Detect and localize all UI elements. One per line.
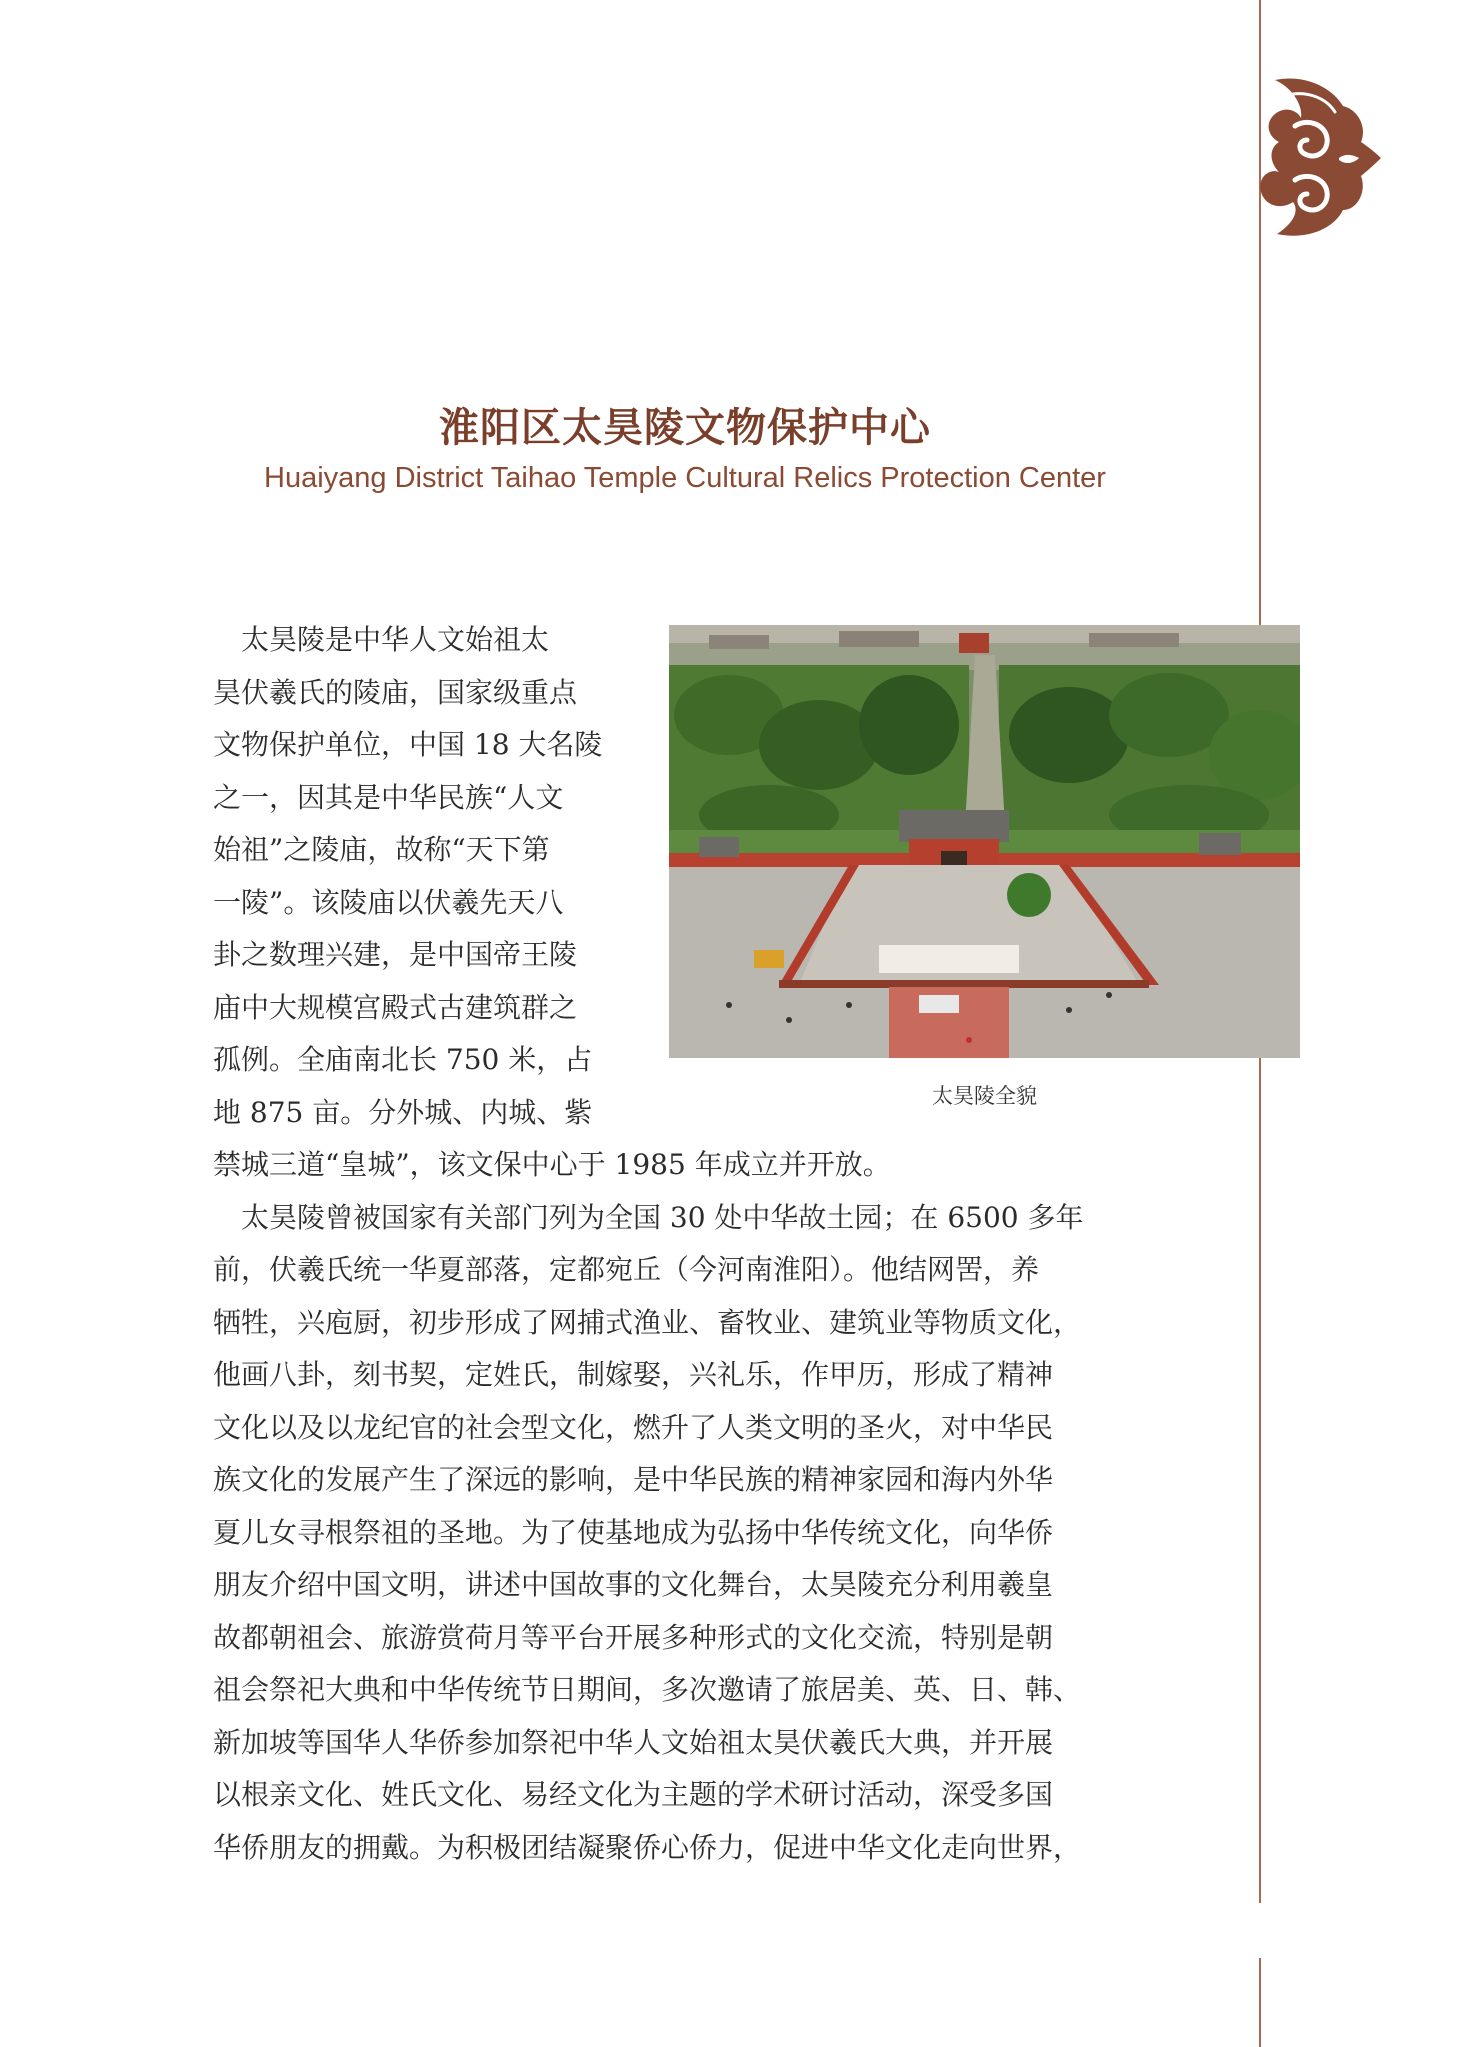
- body-text-line: 地 875 亩。分外城、内城、紫: [213, 1096, 593, 1129]
- body-text-line: 一陵”。该陵庙以伏羲先天八: [213, 886, 564, 919]
- taihao-temple-aerial-photo: [669, 625, 1300, 1058]
- body-text-line: 之一，因其是中华民族“人文: [213, 781, 564, 814]
- body-text-line: 孤例。全庙南北长 750 米，占: [213, 1043, 593, 1076]
- body-text-line: 祖会祭祀大典和中华传统节日期间，多次邀请了旅居美、英、日、韩、: [213, 1673, 1082, 1706]
- page-subtitle-english: Huaiyang District Taihao Temple Cultural Relics Protection Center: [264, 462, 1106, 494]
- body-text-line: 夏儿女寻根祭祖的圣地。为了使基地成为弘扬中华传统文化，向华侨: [213, 1516, 1054, 1549]
- body-text-line: 以根亲文化、姓氏文化、易经文化为主题的学术研讨活动，深受多国: [213, 1778, 1054, 1811]
- body-text-line: 朋友介绍中国文明，讲述中国故事的文化舞台，太昊陵充分利用羲皇: [213, 1568, 1054, 1601]
- body-text-line: 他画八卦，刻书契，定姓氏，制嫁娶，兴礼乐，作甲历，形成了精神: [213, 1358, 1054, 1391]
- body-text-line: 族文化的发展产生了深远的影响，是中华民族的精神家园和海内外华: [213, 1463, 1054, 1496]
- photo-caption: 太昊陵全貌: [932, 1084, 1037, 1108]
- body-text-line: 庙中大规模宫殿式古建筑群之: [213, 991, 578, 1024]
- body-text-line: 卦之数理兴建，是中国帝王陵: [213, 938, 578, 971]
- body-text-line: 禁城三道“皇城”，该文保中心于 1985 年成立并开放。: [213, 1148, 891, 1181]
- auspicious-cloud-icon: [1255, 72, 1383, 242]
- body-text-line: 牺牲，兴庖厨，初步形成了网捕式渔业、畜牧业、建筑业等物质文化，: [213, 1306, 1082, 1339]
- body-text-line: 始祖”之陵庙，故称“天下第: [213, 833, 550, 866]
- page-margin-rule-lower: [1259, 1958, 1261, 2047]
- body-text-line: 华侨朋友的拥戴。为积极团结凝聚侨心侨力，促进中华文化走向世界，: [213, 1831, 1082, 1864]
- body-text-line: 文物保护单位，中国 18 大名陵: [213, 728, 603, 761]
- body-text-line: 新加坡等国华人华侨参加祭祀中华人文始祖太昊伏羲氏大典，并开展: [213, 1726, 1054, 1759]
- page-title: 淮阳区太昊陵文物保护中心: [439, 405, 931, 451]
- body-text-line: 前，伏羲氏统一华夏部落，定都宛丘（今河南淮阳）。他结网罟，养: [213, 1253, 1040, 1286]
- body-text-line: 昊伏羲氏的陵庙，国家级重点: [213, 676, 578, 709]
- body-text-line: 文化以及以龙纪官的社会型文化，燃升了人类文明的圣火，对中华民: [213, 1411, 1054, 1444]
- body-text-line: 太昊陵是中华人文始祖太: [213, 623, 550, 656]
- body-text-line: 故都朝祖会、旅游赏荷月等平台开展多种形式的文化交流，特别是朝: [213, 1621, 1054, 1654]
- body-text-line: 太昊陵曾被国家有关部门列为全国 30 处中华故土园；在 6500 多年: [213, 1201, 1084, 1234]
